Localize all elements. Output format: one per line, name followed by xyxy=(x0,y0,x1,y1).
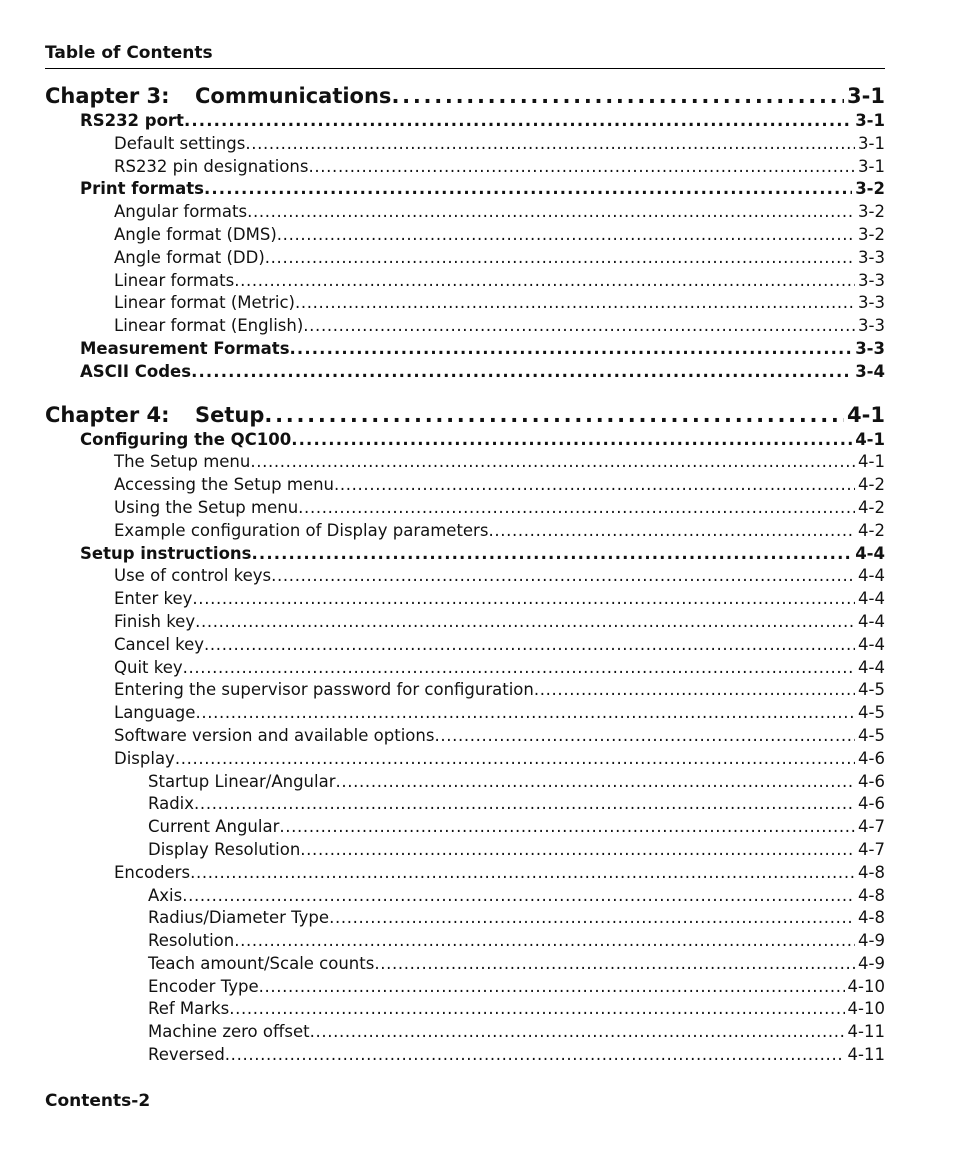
chapter-title: Communications xyxy=(195,84,392,108)
toc-entry-title: Machine zero offset xyxy=(148,1022,310,1042)
toc-page-number: 4-1 xyxy=(858,452,885,472)
toc-entry[interactable] xyxy=(45,771,885,794)
toc-entry[interactable] xyxy=(45,953,885,976)
dot-leader xyxy=(298,497,855,520)
toc-entry[interactable] xyxy=(45,976,885,999)
toc-entry-title: Language xyxy=(114,703,196,723)
toc-entry-title: Finish key xyxy=(114,611,196,631)
dot-leader xyxy=(184,110,852,133)
chapter-number: Chapter 4: xyxy=(45,402,170,427)
toc-page-number: 4-4 xyxy=(855,543,885,563)
dot-leader xyxy=(334,474,855,497)
toc-entry[interactable] xyxy=(45,839,885,862)
dot-leader xyxy=(195,611,855,634)
toc-entry[interactable] xyxy=(45,588,885,611)
toc-entry[interactable] xyxy=(45,520,885,543)
toc-entry[interactable] xyxy=(45,247,885,270)
dot-leader xyxy=(225,1044,845,1067)
dot-leader xyxy=(434,725,855,748)
toc-entry[interactable] xyxy=(45,702,885,725)
dot-leader xyxy=(204,178,852,201)
toc-entry-title: RS232 pin designations xyxy=(114,156,309,176)
toc-entry-title: Print formats xyxy=(80,179,204,199)
toc-entry[interactable] xyxy=(45,611,885,634)
toc-entry-title: Measurement Formats xyxy=(80,338,290,358)
toc-page-number: 4-6 xyxy=(858,771,885,791)
dot-leader xyxy=(291,429,852,452)
toc-entry-title: Reversed xyxy=(148,1045,225,1065)
toc-entry-title: Configuring the QC100 xyxy=(80,429,292,449)
toc-page-number: 3-3 xyxy=(858,293,885,313)
toc-page-number: 4-4 xyxy=(858,589,885,609)
toc-page-number: 4-7 xyxy=(858,817,885,837)
toc-entry[interactable] xyxy=(45,497,885,520)
toc-entry[interactable] xyxy=(45,679,885,702)
toc-page-number: 4-2 xyxy=(858,475,885,495)
toc-entry-title: Use of control keys xyxy=(114,566,272,586)
dot-leader xyxy=(245,133,855,156)
toc-entry-title: Angular formats xyxy=(114,202,248,222)
toc-page-number: 3-4 xyxy=(855,361,885,381)
toc-entry-title: Linear format (Metric) xyxy=(114,293,295,313)
toc-page-number: 3-2 xyxy=(858,224,885,244)
dot-leader xyxy=(279,816,855,839)
dot-leader xyxy=(335,771,855,794)
toc-entry[interactable] xyxy=(45,178,885,201)
toc-entry-title: Accessing the Setup menu xyxy=(114,475,334,495)
toc-entry[interactable] xyxy=(45,885,885,908)
toc-entry-title: Software version and available options xyxy=(114,725,435,745)
toc-page-number: 4-11 xyxy=(847,1045,885,1065)
toc-page-number: 4-4 xyxy=(858,657,885,677)
dot-leader xyxy=(191,361,852,384)
toc-entry[interactable] xyxy=(45,998,885,1021)
dot-leader xyxy=(192,588,855,611)
toc-page-number: 4-9 xyxy=(858,953,885,973)
toc-entry[interactable] xyxy=(45,907,885,930)
toc-entry[interactable] xyxy=(45,543,885,566)
dot-leader xyxy=(250,451,855,474)
toc-entry-title: Entering the supervisor password for configuration xyxy=(114,680,534,700)
toc-page-number: 4-10 xyxy=(847,976,885,996)
dot-leader xyxy=(229,998,844,1021)
toc-page-number: 4-8 xyxy=(858,908,885,928)
toc-page-number: 3-2 xyxy=(858,202,885,222)
dot-leader xyxy=(183,657,855,680)
dot-leader xyxy=(264,401,844,429)
dot-leader xyxy=(534,679,855,702)
toc-page-number: 3-1 xyxy=(858,156,885,176)
toc-entry-title: Angle format (DMS) xyxy=(114,224,277,244)
toc-entry[interactable] xyxy=(45,429,885,452)
toc-chapter-entry[interactable] xyxy=(45,82,885,110)
toc-entry[interactable] xyxy=(45,634,885,657)
running-header: Table of Contents xyxy=(45,43,213,63)
toc-entry[interactable] xyxy=(45,1044,885,1067)
toc-page-number: 4-4 xyxy=(858,566,885,586)
toc-entry[interactable] xyxy=(45,930,885,953)
toc-entry-title xyxy=(45,82,391,110)
dot-leader xyxy=(488,520,855,543)
toc-entry[interactable] xyxy=(45,110,885,133)
toc-entry-title: Axis xyxy=(148,885,183,905)
toc-page-number: 4-5 xyxy=(858,680,885,700)
dot-leader xyxy=(265,247,855,270)
toc-entry[interactable] xyxy=(45,474,885,497)
toc-entry-title: Using the Setup menu xyxy=(114,497,299,517)
toc-entry-title: Linear formats xyxy=(114,270,235,290)
toc-entry[interactable] xyxy=(45,270,885,293)
dot-leader xyxy=(175,748,855,771)
dot-leader xyxy=(234,270,855,293)
toc-entry-title: Default settings xyxy=(114,133,246,153)
toc-entry[interactable] xyxy=(45,156,885,179)
toc-entry[interactable] xyxy=(45,133,885,156)
toc-page-number: 4-7 xyxy=(858,839,885,859)
toc-entry-title: Encoders xyxy=(114,862,191,882)
dot-leader xyxy=(391,82,844,110)
toc-entry-title: ASCII Codes xyxy=(80,361,192,381)
chapter-number: Chapter 3: xyxy=(45,84,170,108)
dot-leader xyxy=(374,953,855,976)
toc-entry[interactable] xyxy=(45,748,885,771)
header-rule xyxy=(45,68,885,69)
toc-entry-title: Linear format (English) xyxy=(114,316,304,336)
toc-entry-title: Setup instructions xyxy=(80,543,252,563)
toc-page-number: 3-3 xyxy=(858,247,885,267)
toc-page-number: 3-1 xyxy=(847,84,885,108)
toc-page-number: 4-11 xyxy=(847,1022,885,1042)
toc-entry-title: Ref Marks xyxy=(148,999,230,1019)
toc-entry-title: Current Angular xyxy=(148,817,280,837)
toc-page-number: 3-3 xyxy=(858,316,885,336)
dot-leader xyxy=(195,702,855,725)
dot-leader xyxy=(190,862,855,885)
toc-page-number: 4-9 xyxy=(858,931,885,951)
toc-page-number: 4-1 xyxy=(847,402,885,427)
toc-entry-title: Encoder Type xyxy=(148,976,259,996)
toc-entry-title: Display xyxy=(114,748,175,768)
toc-entry[interactable] xyxy=(45,657,885,680)
chapter-title: Setup xyxy=(195,402,265,427)
toc-entry-title xyxy=(45,401,264,429)
toc-entry[interactable] xyxy=(45,862,885,885)
dot-leader xyxy=(234,930,855,953)
toc-page-number: 3-3 xyxy=(855,338,885,358)
toc-page-number: 4-10 xyxy=(847,999,885,1019)
toc-entry-title: The Setup menu xyxy=(114,452,251,472)
toc-page-number: 4-6 xyxy=(858,794,885,814)
toc-entry-title: Enter key xyxy=(114,589,193,609)
dot-leader xyxy=(277,224,855,247)
dot-leader xyxy=(271,565,855,588)
toc-entry-title: Resolution xyxy=(148,931,235,951)
dot-leader xyxy=(303,315,855,338)
dot-leader xyxy=(300,839,855,862)
toc-page-number: 4-4 xyxy=(858,634,885,654)
toc-entry[interactable] xyxy=(45,725,885,748)
dot-leader xyxy=(290,338,853,361)
dot-leader xyxy=(329,907,855,930)
toc-page-number: 3-1 xyxy=(858,133,885,153)
dot-leader xyxy=(295,292,855,315)
toc-entry-title: Example configuration of Display parameters xyxy=(114,520,489,540)
toc-entry[interactable] xyxy=(45,1021,885,1044)
toc-entry[interactable] xyxy=(45,793,885,816)
dot-leader xyxy=(310,1021,845,1044)
toc-entry-title: Teach amount/Scale counts xyxy=(148,953,375,973)
toc-entry-title: Radius/Diameter Type xyxy=(148,908,330,928)
page-number: Contents-2 xyxy=(45,1091,151,1111)
toc-entry-title: Display Resolution xyxy=(148,839,301,859)
dot-leader xyxy=(194,793,855,816)
toc-page-number: 3-2 xyxy=(855,179,885,199)
toc-page-number: 4-2 xyxy=(858,497,885,517)
dot-leader xyxy=(247,201,855,224)
toc-page-number: 4-2 xyxy=(858,520,885,540)
toc-entry[interactable] xyxy=(45,565,885,588)
dot-leader xyxy=(259,976,845,999)
toc-page-number: 4-8 xyxy=(858,885,885,905)
toc-entry[interactable] xyxy=(45,816,885,839)
toc-page-number: 4-6 xyxy=(858,748,885,768)
toc-page-number: 3-1 xyxy=(855,111,885,130)
toc-entry-title: RS232 port xyxy=(80,111,184,130)
toc-page-number: 3-3 xyxy=(858,270,885,290)
toc-page-number: 4-4 xyxy=(858,611,885,631)
toc-entry[interactable] xyxy=(45,361,885,384)
dot-leader xyxy=(182,885,855,908)
dot-leader xyxy=(204,634,855,657)
table-of-contents xyxy=(45,82,885,1067)
toc-page-number: 4-1 xyxy=(855,429,885,449)
dot-leader xyxy=(309,156,856,179)
toc-entry-title: Angle format (DD) xyxy=(114,247,265,267)
toc-entry-title: Quit key xyxy=(114,657,183,677)
toc-entry[interactable] xyxy=(45,451,885,474)
toc-page-number: 4-5 xyxy=(858,703,885,723)
toc-entry[interactable] xyxy=(45,201,885,224)
toc-chapter-entry[interactable] xyxy=(45,401,885,429)
dot-leader xyxy=(252,543,853,566)
toc-page-number: 4-8 xyxy=(858,862,885,882)
toc-entry[interactable] xyxy=(45,338,885,361)
toc-entry[interactable] xyxy=(45,292,885,315)
toc-entry-title: Radix xyxy=(148,794,195,814)
toc-entry[interactable] xyxy=(45,315,885,338)
toc-entry-title: Startup Linear/Angular xyxy=(148,771,336,791)
toc-entry[interactable] xyxy=(45,224,885,247)
toc-entry-title: Cancel key xyxy=(114,634,205,654)
toc-page-number: 4-5 xyxy=(858,725,885,745)
